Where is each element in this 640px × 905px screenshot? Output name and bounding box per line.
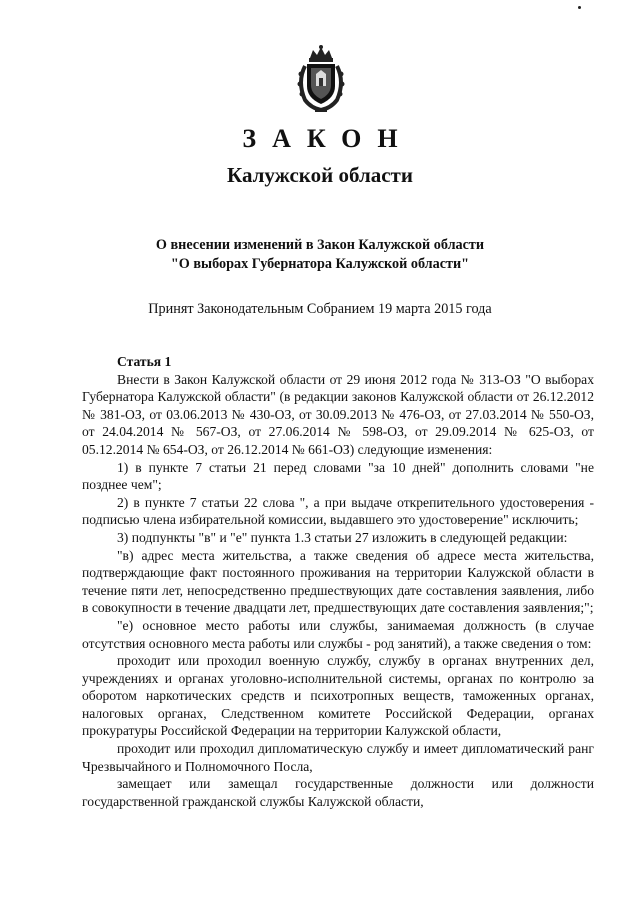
article-paragraph: проходит или проходил военную службу, службу в органах внутренних дел, учреждениях и органах уголовно-исполнительной системы, органах по контролю за оборотом наркотических средств и психотропных веществ, таможенных органах, налоговых органах, Следственном комитете Российской Федерации, органах прокуратуры Российской Федерации на территории Калужской области, xyxy=(82,653,594,739)
law-name-line-1: О внесении изменений в Закон Калужской области xyxy=(155,237,485,253)
adoption-line: Принят Законодательным Собранием 19 марта 2015 года xyxy=(148,301,492,317)
article-paragraph: "е) основное место работы или службы, занимаемая должность (в случае отсутствия основного места работы или службы - род занятий), а также сведения о том: xyxy=(82,617,594,651)
coat-of-arms-icon xyxy=(293,44,349,114)
article-paragraph: 2) в пункте 7 статьи 22 слова ", а при выдаче открепительного удостоверения - подписью члена избирательной комиссии, выдавшего это удостоверение" исключить; xyxy=(82,494,594,528)
article-body xyxy=(82,353,594,810)
document-subtitle: Калужской области xyxy=(227,163,413,187)
article-paragraph: 3) подпункты "в" и "е" пункта 1.3 статьи 27 изложить в следующей редакции: xyxy=(117,529,568,545)
document-title: ЗАКОН xyxy=(242,124,414,153)
article-paragraph: 1) в пункте 7 статьи 21 перед словами "за 10 дней" дополнить словами "не позднее чем"; xyxy=(82,459,594,493)
scan-speck xyxy=(578,6,581,9)
article-paragraph: замещает или замещал государственные должности или должности государственной гражданской службы Калужской области, xyxy=(82,776,594,809)
article-heading: Статья 1 xyxy=(117,354,172,369)
article-paragraph: проходит или проходил дипломатическую службу и имеет дипломатический ранг Чрезвычайного и Полномочного Посла, xyxy=(82,741,594,774)
article-paragraph: "в) адрес места жительства, а также сведения об адресе места жительства, подтверждающие факт постоянного проживания на территории Калужской области в течение пяти лет, непосредственно предшествующих дате составления заявления, либо в совокупности в течение двадцати лет, предшествующих дате составления заявления;"; xyxy=(82,547,594,616)
law-name xyxy=(0,236,640,274)
law-name-line-2: "О выборах Губернатора Калужской области" xyxy=(170,256,470,272)
article-paragraph: Внести в Закон Калужской области от 29 июня 2012 года № 313-ОЗ "О выборах Губернатора Калужской области" (в редакции законов Калужской области от 26.12.2012 № 381-ОЗ, от 03.06.2013 № 430-ОЗ, от 30.09.2013 № 476-ОЗ, от 27.03.2014 № 550-ОЗ, от 24.04.2014 № 567-ОЗ, от 27.06.2014 № 598-ОЗ, от 29.09.2014 № 625-ОЗ, от 05.12.2014 № 654-ОЗ, от 26.12.2014 № 661-ОЗ) следующие изменения: xyxy=(82,371,594,457)
